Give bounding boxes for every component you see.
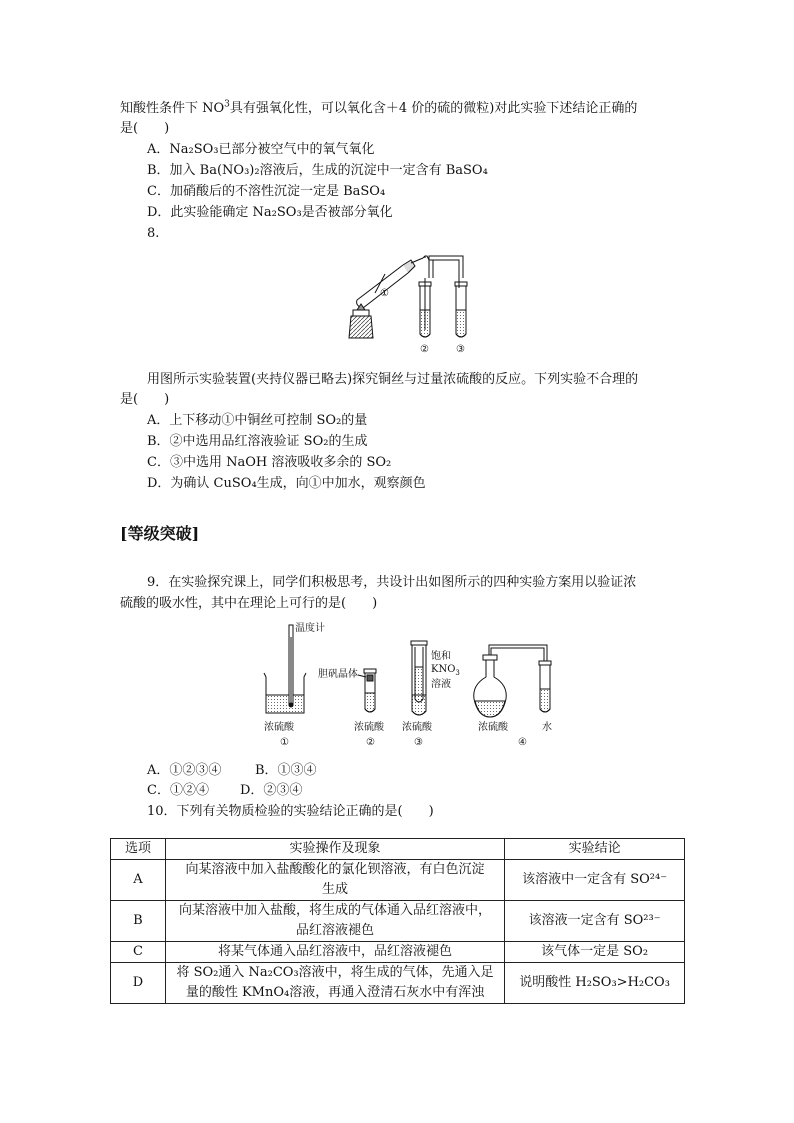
beaker-with-thermometer xyxy=(264,625,306,713)
q7-option-c: C．加硝酸后的不溶性沉淀一定是 BaSO₄ xyxy=(147,184,386,199)
q10-stem: 10．下列有关物质检验的实验结论正确的是( ) xyxy=(147,804,434,819)
water-label: 水 xyxy=(542,722,552,733)
small-test-tube xyxy=(364,669,376,712)
table-row xyxy=(111,860,685,901)
header-operation: 实验操作及现象 xyxy=(165,839,504,860)
figure-label-3: ③ xyxy=(456,344,465,355)
row-option: B xyxy=(111,901,166,942)
table-row xyxy=(111,942,685,963)
acid-label-2: 浓硫酸 xyxy=(354,722,384,733)
figure-num-4: ④ xyxy=(518,737,527,748)
q9-stem-line1: 9．在实验探究课上，同学们积极思考，共设计出如图所示的四种实验方案用以验证浓 xyxy=(147,575,637,590)
row-conclusion: 该气体一定是 SO₂ xyxy=(505,942,685,963)
row-operation: 将某气体通入品红溶液中，品红溶液褪色 xyxy=(165,942,504,963)
row-operation: 将 SO₂通入 Na₂CO₃溶液中，将生成的气体，先通入足 量的酸性 KMnO₄溶液，再通入澄清石灰水中有浑浊 xyxy=(165,963,504,1004)
row-conclusion: 说明酸性 H₂SO₃>H₂CO₃ xyxy=(505,963,685,1004)
q7-option-a: A．Na₂SO₃已部分被空气中的氧气氧化 xyxy=(147,142,375,157)
q9-option-b: B．①③④ xyxy=(255,763,317,778)
test-tube-3 xyxy=(455,282,467,337)
kno3-label: $KNO_3$ xyxy=(431,664,460,677)
q8-option-b: B．②中选用品红溶液验证 SO₂的生成 xyxy=(147,434,368,449)
table-header-row xyxy=(111,839,685,860)
row-option: C xyxy=(111,942,166,963)
q8-option-a: A．上下移动①中铜丝可控制 SO₂的量 xyxy=(147,413,368,428)
header-conclusion: 实验结论 xyxy=(505,839,685,860)
q10-table xyxy=(110,838,685,1004)
crystal-label: 胆矾晶体 xyxy=(318,669,358,680)
figure-label-2: ② xyxy=(420,344,429,355)
q9-option-a: A．①②③④ xyxy=(147,763,222,778)
q7-option-d: D．此实验能确定 Na₂SO₃是否被部分氧化 xyxy=(147,205,393,220)
section-title: [等级突破] xyxy=(120,524,200,543)
row-operation: 向某溶液中加入盐酸，将生成的气体通入品红溶液中， 品红溶液褪色 xyxy=(165,901,504,942)
row-option: D xyxy=(111,963,166,1004)
figure-num-3: ③ xyxy=(414,737,423,748)
q8-number: 8. xyxy=(147,226,160,241)
test-tube-2 xyxy=(419,278,431,337)
row-conclusion: 该溶液一定含有 SO²³⁻ xyxy=(505,901,685,942)
figure-num-1: ① xyxy=(280,737,289,748)
alcohol-lamp xyxy=(349,304,373,338)
q8-option-c: C．③中选用 NaOH 溶液吸收多余的 SO₂ xyxy=(147,455,392,470)
row-operation: 向某溶液中加入盐酸酸化的氯化钡溶液，有白色沉淀 生成 xyxy=(165,860,504,901)
tilted-test-tube xyxy=(357,258,423,308)
q7-stem-line2: 是( ) xyxy=(120,121,170,136)
thermometer-label: 温度计 xyxy=(295,623,325,634)
row-conclusion: 该溶液中一定含有 SO²⁴⁻ xyxy=(505,860,685,901)
figure-num-2: ② xyxy=(366,737,375,748)
q9-option-d: D．②③④ xyxy=(240,783,303,798)
q9-option-c: C．①②④ xyxy=(147,783,209,798)
flask-and-tube xyxy=(474,645,551,717)
q9-stem-line2: 硫酸的吸水性，其中在理论上可行的是( ) xyxy=(120,596,378,611)
q8-stem-line1: 用图所示实验装置(夹持仪器已略去)探究铜丝与过量浓硫酸的反应。下列实验不合理的 xyxy=(147,372,639,387)
acid-label-4: 浓硫酸 xyxy=(478,722,508,733)
row-option: A xyxy=(111,860,166,901)
q8-option-d: D．为确认 CuSO₄生成，向①中加水，观察颜色 xyxy=(147,476,426,491)
solution-label: 溶液 xyxy=(431,679,451,690)
saturated-label: 饱和 xyxy=(431,651,451,662)
header-option: 选项 xyxy=(111,839,166,860)
table-row xyxy=(111,901,685,942)
figure-label-1: ① xyxy=(380,288,389,299)
q7-option-b: B．加入 Ba(NO₃)₂溶液后，生成的沉淀中一定含有 BaSO₄ xyxy=(147,163,488,178)
acid-label-3: 浓硫酸 xyxy=(402,722,432,733)
q9-figure xyxy=(258,617,568,752)
acid-label-1: 浓硫酸 xyxy=(264,722,294,733)
q7-stem-line1: 知酸性条件下 $NO^3$具有强氧化性，可以氧化含＋4 价的硫的微粒)对此实验下述结论正确的 xyxy=(120,99,638,116)
nested-test-tubes xyxy=(411,641,427,715)
table-row xyxy=(111,963,685,1004)
delivery-tube xyxy=(423,256,463,288)
q8-apparatus-figure xyxy=(345,248,480,358)
q8-stem-line2: 是( ) xyxy=(120,392,170,407)
